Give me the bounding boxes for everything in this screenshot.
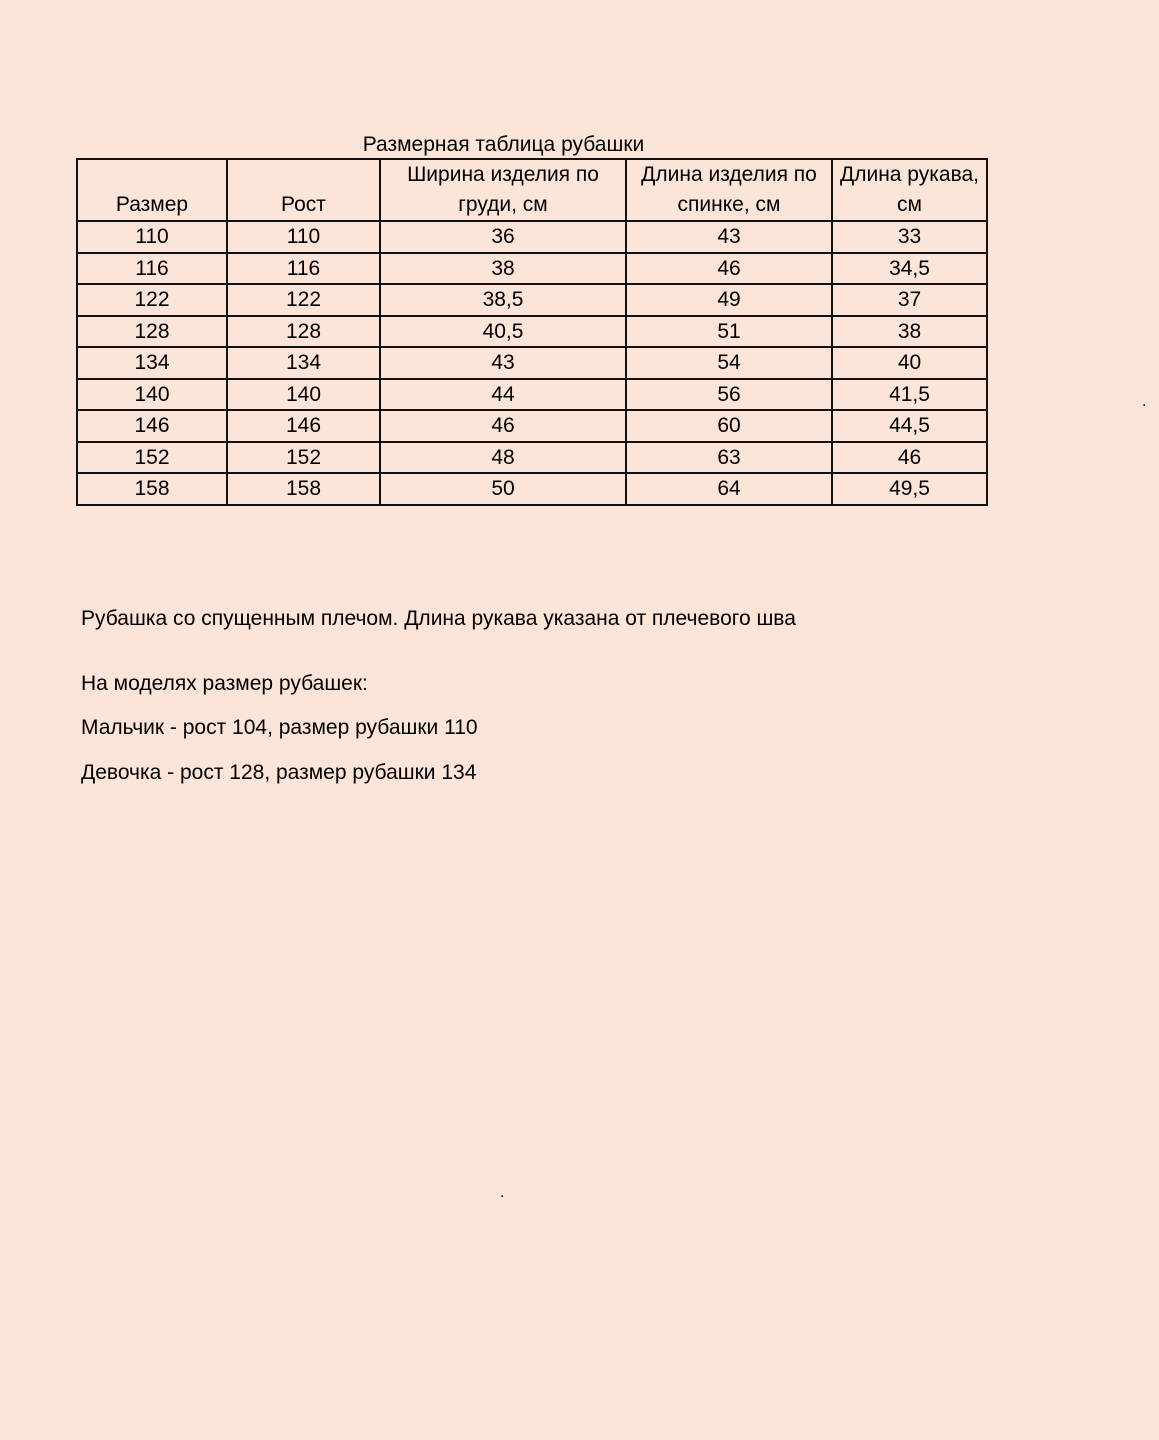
cell-sleeve-length: 38 xyxy=(832,316,987,348)
size-table xyxy=(76,158,988,506)
cell-chest-width: 46 xyxy=(380,410,626,442)
cell-height: 146 xyxy=(227,410,380,442)
table-row xyxy=(77,473,987,505)
cell-sleeve-length: 44,5 xyxy=(832,410,987,442)
cell-back-length: 56 xyxy=(626,379,832,411)
cell-chest-width: 44 xyxy=(380,379,626,411)
table-row xyxy=(77,379,987,411)
table-row xyxy=(77,284,987,316)
header-chest-width: Ширина изделия по груди, см xyxy=(380,159,626,221)
cell-size: 116 xyxy=(77,253,227,285)
cell-height: 128 xyxy=(227,316,380,348)
cell-back-length: 46 xyxy=(626,253,832,285)
cell-chest-width: 43 xyxy=(380,347,626,379)
table-row xyxy=(77,253,987,285)
shoulder-note: Рубашка со спущенным плечом. Длина рукава указана от плечевого шва xyxy=(81,607,796,630)
cell-size: 152 xyxy=(77,442,227,474)
cell-sleeve-length: 46 xyxy=(832,442,987,474)
table-row xyxy=(77,316,987,348)
table-title: Размерная таблица рубашки xyxy=(362,133,645,156)
header-row xyxy=(77,159,987,221)
table-row xyxy=(77,347,987,379)
cell-size: 122 xyxy=(77,284,227,316)
table-row xyxy=(77,410,987,442)
table-row xyxy=(77,442,987,474)
stray-dot: . xyxy=(500,1184,505,1201)
cell-size: 158 xyxy=(77,473,227,505)
cell-chest-width: 50 xyxy=(380,473,626,505)
cell-height: 158 xyxy=(227,473,380,505)
cell-back-length: 63 xyxy=(626,442,832,474)
models-heading: На моделях размер рубашек: xyxy=(81,672,368,695)
cell-back-length: 49 xyxy=(626,284,832,316)
table-row xyxy=(77,221,987,253)
table-body xyxy=(77,221,987,505)
header-back-length: Длина изделия по спинке, см xyxy=(626,159,832,221)
cell-back-length: 54 xyxy=(626,347,832,379)
header-height: Рост xyxy=(227,159,380,221)
cell-chest-width: 38 xyxy=(380,253,626,285)
cell-sleeve-length: 41,5 xyxy=(832,379,987,411)
cell-back-length: 51 xyxy=(626,316,832,348)
cell-back-length: 43 xyxy=(626,221,832,253)
cell-chest-width: 38,5 xyxy=(380,284,626,316)
cell-height: 140 xyxy=(227,379,380,411)
cell-size: 146 xyxy=(77,410,227,442)
cell-height: 152 xyxy=(227,442,380,474)
cell-sleeve-length: 49,5 xyxy=(832,473,987,505)
cell-size: 128 xyxy=(77,316,227,348)
header-size: Размер xyxy=(77,159,227,221)
cell-height: 116 xyxy=(227,253,380,285)
cell-sleeve-length: 40 xyxy=(832,347,987,379)
stray-dot: . xyxy=(1142,393,1147,410)
cell-back-length: 60 xyxy=(626,410,832,442)
cell-height: 110 xyxy=(227,221,380,253)
cell-sleeve-length: 34,5 xyxy=(832,253,987,285)
header-sleeve-length: Длина рукава, см xyxy=(832,159,987,221)
cell-size: 140 xyxy=(77,379,227,411)
cell-height: 122 xyxy=(227,284,380,316)
cell-chest-width: 36 xyxy=(380,221,626,253)
cell-chest-width: 48 xyxy=(380,442,626,474)
girl-model-note: Девочка - рост 128, размер рубашки 134 xyxy=(81,761,477,784)
cell-sleeve-length: 33 xyxy=(832,221,987,253)
cell-chest-width: 40,5 xyxy=(380,316,626,348)
cell-sleeve-length: 37 xyxy=(832,284,987,316)
cell-size: 134 xyxy=(77,347,227,379)
cell-size: 110 xyxy=(77,221,227,253)
cell-height: 134 xyxy=(227,347,380,379)
cell-back-length: 64 xyxy=(626,473,832,505)
boy-model-note: Мальчик - рост 104, размер рубашки 110 xyxy=(81,716,478,739)
